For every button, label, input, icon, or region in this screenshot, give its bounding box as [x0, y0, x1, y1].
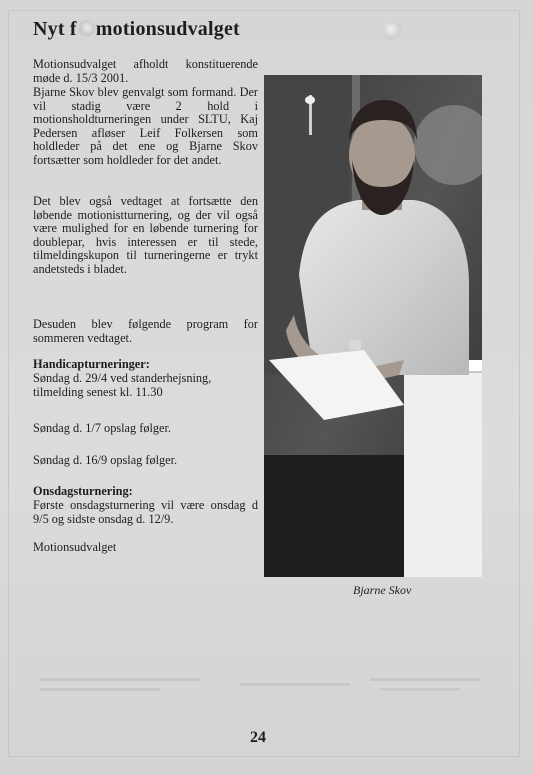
paragraph-4: Desuden blev følgende program for sommeren vedtaget. — [33, 317, 258, 345]
handicap-item-2: Søndag d. 1/7 opslag følger. — [33, 421, 171, 435]
photo-caption: Bjarne Skov — [353, 583, 412, 597]
title-start: Nyt f — [33, 18, 77, 40]
title-end: motionsudvalget — [95, 18, 240, 40]
handicap-item-1: Søndag d. 29/4 ved standerhejsning, tilmelding senest kl. 11.30 — [33, 371, 212, 399]
onsdag-text: Første onsdagsturnering vil være onsdag d 9/5 og sidste onsdag d. 12/9. — [33, 498, 258, 526]
handicap-item-3: Søndag d. 16/9 opslag følger. — [33, 453, 178, 467]
show-through-texture — [40, 676, 510, 700]
page-number: 24 — [250, 729, 266, 746]
handicap-heading: Handicapturneringer: — [33, 357, 150, 371]
signature: Motionsudvalget — [33, 540, 117, 554]
paragraph-2: Bjarne Skov blev genvalgt som formand. Der vil stadig være 2 hold i motionsholdturneringen under SLTU, Kaj Pedersen afløser Leif Folkersen som holdleder på det ene og Bjarne Skov fortsætter som holdleder for det andet. — [33, 85, 258, 167]
punch-hole-mark — [382, 21, 402, 41]
portrait-photo-drawing — [264, 75, 482, 577]
portrait-photo — [264, 75, 482, 577]
show-through-text — [40, 676, 510, 703]
punch-hole-mark — [78, 20, 95, 37]
onsdag-heading: Onsdagsturnering: — [33, 484, 133, 498]
article-title — [33, 18, 240, 41]
paragraph-3: Det blev også vedtaget at fortsætte den løbende motionistturnering, og der vil også være mulighed for en løbende turnering for doublepar, hvis interessen er til stede, tilmeldingskupon til turneringerne er trykt andetsteds i bladet. — [33, 194, 258, 276]
paragraph-1: Motionsudvalget afholdt konstituerende møde d. 15/3 2001. — [33, 57, 258, 85]
